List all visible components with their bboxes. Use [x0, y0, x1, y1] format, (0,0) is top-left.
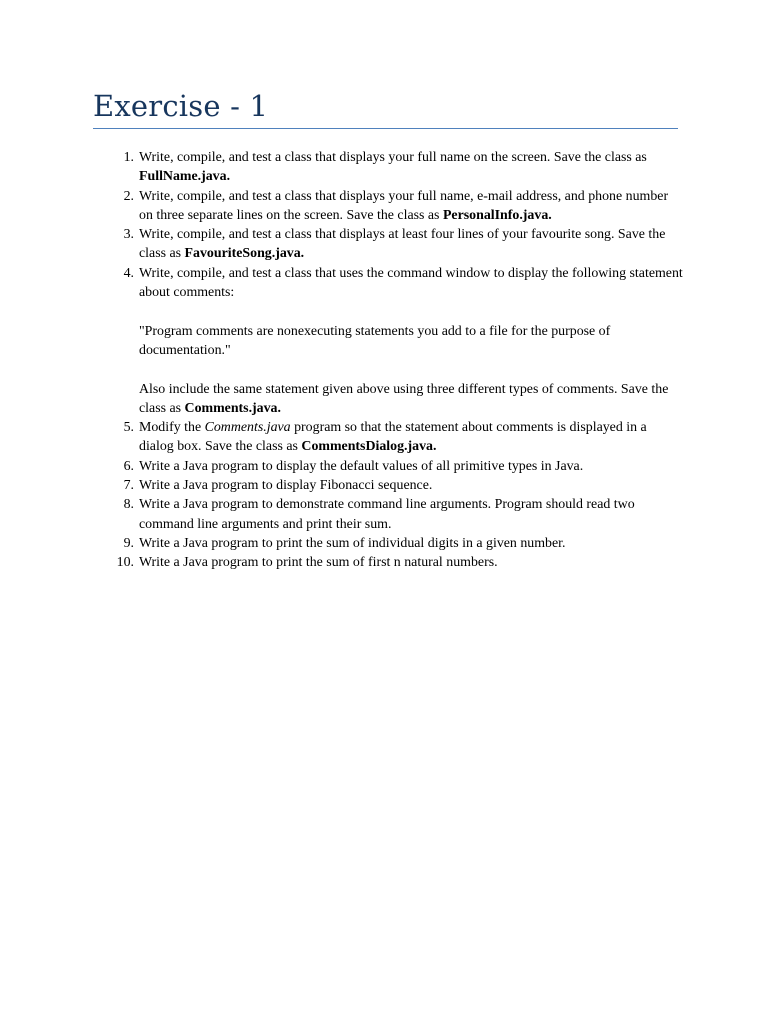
exercise-number: 2.: [123, 188, 134, 204]
exercise-item: [123, 264, 684, 418]
body-text: program so that the statement about comments is displayed in a dialog box. Save the class as: [139, 420, 647, 455]
body-text: "Program comments are nonexecuting statements you add to a file for the purpose of documentation.": [139, 323, 611, 358]
body-text: Write a Java program to display Fibonacci sequence.: [139, 478, 433, 494]
filename-text: Comments.java.: [184, 400, 281, 416]
body-text: Write a Java program to display the default values of all primitive types in Java.: [139, 458, 584, 474]
emphasis-text: Comments.java: [204, 420, 291, 436]
filename-text: FullName.java.: [139, 169, 231, 185]
exercise-paragraph: [139, 187, 684, 226]
body-text: Write, compile, and test a class that uses the command window to display the following statement about comments:: [139, 265, 683, 301]
exercise-paragraph: [139, 322, 684, 361]
exercise-paragraph: [139, 380, 684, 419]
body-text: Write a Java program to demonstrate command line arguments. Program should read two command line arguments and print their sum.: [139, 497, 635, 532]
exercise-item: [123, 418, 684, 457]
exercise-item: [123, 187, 684, 226]
exercise-paragraph: [139, 418, 684, 457]
exercise-paragraph: [139, 148, 684, 187]
exercise-number: 10.: [116, 555, 134, 571]
exercise-number: 4.: [123, 265, 134, 281]
exercise-item: [123, 225, 684, 264]
exercise-list: [116, 148, 684, 573]
exercise-item: [123, 495, 684, 534]
exercise-paragraph: [139, 264, 684, 303]
filename-text: FavouriteSong.java.: [184, 246, 305, 262]
exercise-number: 5.: [123, 420, 134, 436]
body-text: Write a Java program to print the sum of individual digits in a given number.: [139, 535, 566, 551]
exercise-item: [123, 148, 684, 187]
body-text: Write, compile, and test a class that displays your full name on the screen. Save the class as: [139, 150, 647, 165]
body-text: Modify the: [139, 420, 205, 436]
exercise-number: 7.: [123, 478, 134, 494]
exercise-item: [123, 476, 684, 495]
exercise-number: 8.: [123, 497, 134, 513]
exercise-paragraph: [139, 476, 684, 495]
exercise-number: 9.: [123, 535, 134, 551]
filename-text: CommentsDialog.java.: [301, 439, 437, 455]
exercise-paragraph: [139, 225, 684, 264]
body-text: Write, compile, and test a class that displays your full name, e-mail address, and phone number on three separate lines on the screen. Save the class as: [139, 188, 669, 223]
exercise-item: [123, 534, 684, 553]
filename-text: PersonalInfo.java.: [442, 207, 552, 223]
exercise-number: 1.: [123, 150, 134, 165]
body-text: Write, compile, and test a class that displays at least four lines of your favourite song. Save the class as: [139, 227, 666, 262]
page-title: Exercise - 1: [93, 89, 269, 123]
body-text: Write a Java program to print the sum of first n natural numbers.: [139, 555, 498, 571]
exercise-paragraph: [139, 495, 684, 534]
exercise-number: 6.: [123, 458, 134, 474]
exercise-number: 3.: [123, 227, 134, 243]
body-text: Also include the same statement given above using three different types of comments. Save the class as: [139, 381, 669, 416]
exercise-paragraph: [139, 534, 684, 553]
exercise-paragraph: [139, 457, 684, 476]
exercise-item: [116, 553, 684, 572]
exercise-paragraph: [139, 553, 684, 572]
title-underline: [93, 128, 678, 129]
exercise-item: [123, 457, 684, 476]
